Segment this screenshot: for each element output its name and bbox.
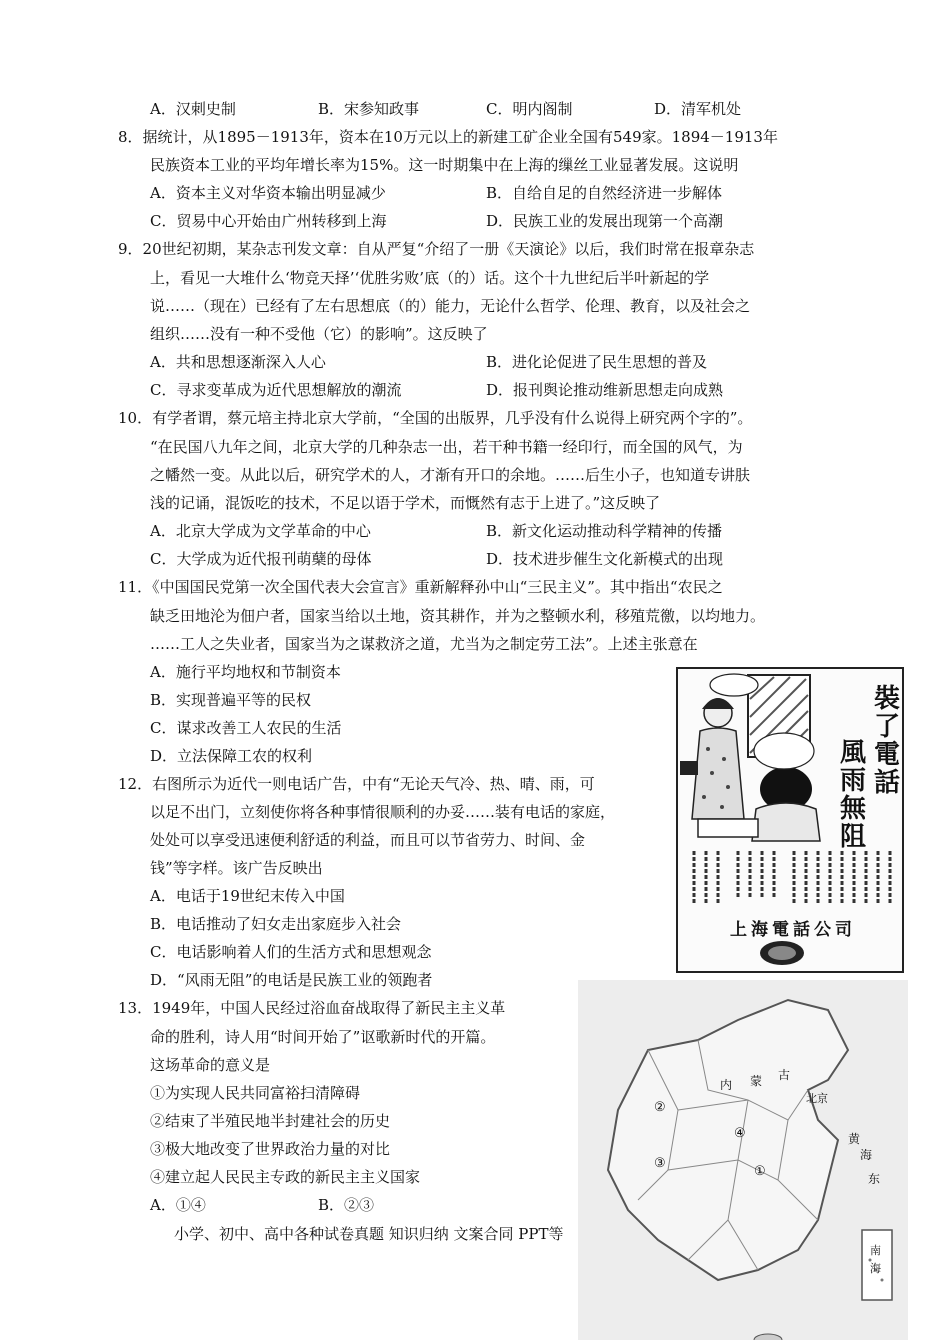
- q10-option-a: A．北京大学成为文学革命的中心: [150, 522, 371, 540]
- svg-text:雨: 雨: [840, 766, 867, 795]
- q12-stem-line: 处处可以享受迅速便利舒适的利益，而且可以节省劳力、时间、金: [150, 831, 586, 849]
- ad-company-name: 上海電話公司: [730, 920, 856, 940]
- telephone-advertisement: [676, 667, 904, 973]
- q13-item: ①为实现人民共同富裕扫清障碍: [150, 1084, 361, 1102]
- q11-stem-line: 缺乏田地沦为佃户者，国家当给以土地，资其耕作，并为之整顿水利，移殖荒徼，以均地力。: [150, 607, 766, 625]
- map-marker: ③: [654, 1156, 666, 1171]
- q8-stem-line: 8．据统计，从1895－1913年，资本在10万元以上的新建工矿企业全国有549家。1894－1913年: [118, 128, 778, 146]
- map-label: 海: [870, 1262, 881, 1275]
- svg-text:了: 了: [874, 712, 901, 741]
- q10-stem-line: 之幡然一变。从此以后，研究学术的人，才渐有开口的余地。……后生小子，也知道专讲肤: [150, 466, 751, 484]
- map-label: 南: [870, 1244, 881, 1257]
- q10-stem-line: 浅的记诵，混饭吃的技术，不足以语于学术，而慨然有志于上进了。”这反映了: [150, 494, 661, 512]
- china-map: [578, 980, 908, 1340]
- q8-option-c: C．贸易中心开始由广州转移到上海: [150, 212, 387, 230]
- q8-stem-line: 民族资本工业的平均年增长率为15%。这一时期集中在上海的缫丝工业显著发展。这说明: [150, 156, 739, 174]
- q10-stem-line: 10．有学者谓，蔡元培主持北京大学前，“全国的出版界，几乎没有什么说得上研究两个字的”。: [118, 409, 753, 427]
- map-label: 蒙: [750, 1074, 763, 1088]
- q13-option-b: B．②③: [318, 1196, 375, 1214]
- q13-option-a: A．①④: [150, 1196, 206, 1214]
- q7-option-d: D．清军机处: [654, 100, 742, 118]
- q11-option-a: A．施行平均地权和节制资本: [150, 663, 341, 681]
- q12-stem-line: 以足不出门，立刻使你将各种事情很顺利的办妥……装有电话的家庭，: [150, 803, 616, 821]
- q12-option-b: B．电话推动了妇女走出家庭步入社会: [150, 915, 402, 933]
- q8-option-d: D．民族工业的发展出现第一个高潮: [486, 212, 724, 230]
- q9-stem-line: 9．20世纪初期，某杂志刊发文章：自从严复“介绍了一册《天演论》以后，我们时常在报章杂志: [118, 240, 755, 258]
- q13-stem-line: 命的胜利，诗人用“时间开始了”讴歌新时代的开篇。: [150, 1028, 496, 1046]
- map-marker: ②: [654, 1100, 666, 1115]
- svg-text:電: 電: [874, 740, 901, 769]
- map-label: 黄: [848, 1132, 861, 1146]
- q11-stem-line: 11．《中国国民党第一次全国代表大会宣言》重新解释孙中山“三民主义”。其中指出“农民之: [118, 578, 723, 596]
- q11-stem-line: ……工人之失业者，国家当为之谋救济之道，尤当为之制定劳工法”。上述主张意在: [150, 635, 698, 653]
- q9-option-a: A．共和思想逐渐深入人心: [150, 353, 326, 371]
- q11-option-c: C．谋求改善工人农民的生活: [150, 719, 342, 737]
- q10-option-d: D．技术进步催生文化新模式的出现: [486, 550, 724, 568]
- map-label: 古: [778, 1068, 791, 1082]
- svg-text:阻: 阻: [840, 822, 867, 851]
- q10-option-c: C．大学成为近代报刊萌蘖的母体: [150, 550, 372, 568]
- map-label: 海: [860, 1148, 873, 1162]
- q12-stem-line: 12．右图所示为近代一则电话广告，中有“无论天气冷、热、晴、雨，可: [118, 775, 595, 793]
- q12-option-c: C．电话影响着人们的生活方式和思想观念: [150, 943, 432, 961]
- svg-text:無: 無: [840, 794, 867, 823]
- map-label: 东: [868, 1172, 881, 1186]
- map-label: 北京: [806, 1092, 828, 1105]
- map-marker: ①: [754, 1164, 766, 1179]
- q10-stem-line: “在民国八九年之间，北京大学的几种杂志一出，若干种书籍一经印行，而全国的风气，为: [150, 438, 743, 456]
- q7-options: [150, 99, 850, 119]
- q13-stem-line: 13．1949年，中国人民经过浴血奋战取得了新民主主义革: [118, 999, 506, 1017]
- q10-option-b: B．新文化运动推动科学精神的传播: [486, 522, 723, 540]
- q12-option-d: D．“风雨无阻”的电话是民族工业的领跑者: [150, 971, 433, 989]
- q9-stem-line: 上，看见一大堆什么‘物竞天择’‘优胜劣败’底（的）话。这个十九世纪后半叶新起的学: [150, 269, 710, 287]
- q7-option-c: C．明内阁制: [486, 100, 573, 118]
- ad-headline-col1: 裝: [874, 684, 901, 713]
- q9-stem-line: 组织……没有一种不受他（它）的影响”。这反映了: [150, 325, 488, 343]
- q13-item: ②结束了半殖民地半封建社会的历史: [150, 1112, 391, 1130]
- footer-text: 小学、初中、高中各种试卷真题 知识归纳 文案合同 PPT等: [174, 1225, 564, 1243]
- q11-option-d: D．立法保障工农的权利: [150, 747, 313, 765]
- ad-headline-col2: 風: [840, 738, 867, 767]
- q9-option-c: C．寻求变革成为近代思想解放的潮流: [150, 381, 402, 399]
- q9-option-d: D．报刊舆论推动维新思想走向成熟: [486, 381, 724, 399]
- map-marker: ④: [734, 1126, 746, 1141]
- q9-option-b: B．进化论促进了民生思想的普及: [486, 353, 708, 371]
- svg-text:話: 話: [874, 768, 901, 797]
- q9-stem-line: 说……（现在）已经有了左右思想底（的）能力，无论什么哲学、伦理、教育，以及社会之: [150, 297, 751, 315]
- q13-item: ④建立起人民民主专政的新民主主义国家: [150, 1168, 421, 1186]
- q12-stem-line: 钱”等字样。该广告反映出: [150, 859, 323, 877]
- q12-option-a: A．电话于19世纪末传入中国: [150, 887, 345, 905]
- q7-option-b: B．宋参知政事: [318, 100, 420, 118]
- map-label: 内: [720, 1078, 733, 1092]
- q8-option-a: A．资本主义对华资本输出明显减少: [150, 184, 386, 202]
- q11-option-b: B．实现普遍平等的民权: [150, 691, 312, 709]
- q7-option-a: A．汉刺史制: [150, 100, 236, 118]
- q13-item: ③极大地改变了世界政治力量的对比: [150, 1140, 391, 1158]
- q13-stem-line: 这场革命的意义是: [150, 1056, 271, 1074]
- q8-option-b: B．自给自足的自然经济进一步解体: [486, 184, 723, 202]
